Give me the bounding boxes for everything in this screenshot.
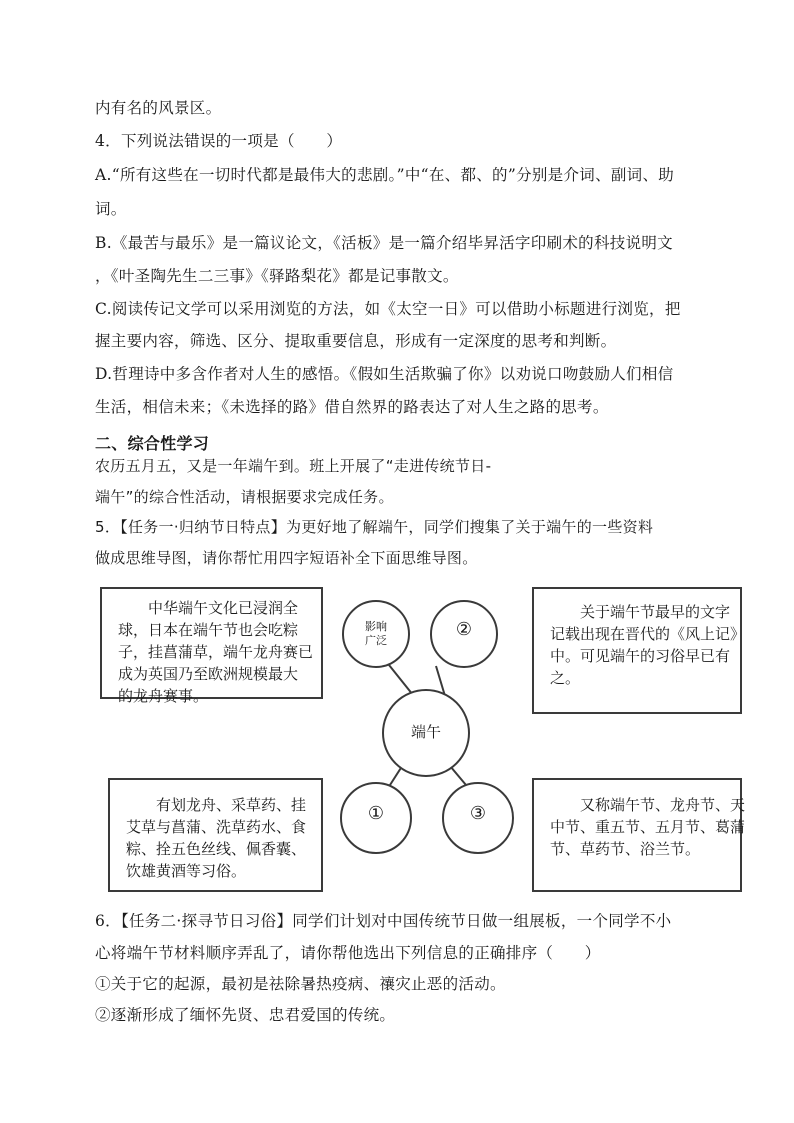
circle-influence-label: 影响 广泛	[365, 620, 387, 647]
box-influence: 中华端午文化已浸润全 球，日本在端午节也会吃粽 子，挂菖蒲草，端午龙舟赛已 成为英国乃至欧洲规模最大 的龙舟赛事。	[100, 587, 323, 699]
box-origin: 关于端午节最早的文字 记载出现在晋代的《风上记》 中。可见端午的习俗早已有 之。	[532, 587, 742, 714]
option-a-line-2: 词。	[95, 200, 127, 218]
statement-2: ②逐渐形成了缅怀先贤、忠君爱国的传统。	[95, 1006, 396, 1024]
circle-2-label: ②	[455, 619, 473, 640]
question-4-stem: 4．下列说法错误的一项是（ ）	[95, 132, 343, 150]
option-d-line-2: 生活，相信未来；《未选择的路》借自然界的路表达了对人生之路的思考。	[95, 398, 609, 416]
circle-3-label: ③	[469, 803, 487, 824]
question-5-line-1: 5．【任务一·归纳节日特点】为更好地了解端午，同学们搜集了关于端午的一些资料	[95, 518, 654, 536]
question-5-line-2: 做成思维导图，请你帮忙用四字短语补全下面思维导图。	[95, 549, 478, 567]
question-6-line-2: 心将端午节材料顺序弄乱了，请你帮他选出下列信息的正确排序（ ）	[95, 944, 601, 962]
option-c-line-2: 握主要内容，筛选、区分、提取重要信息，形成有一定深度的思考和判断。	[95, 332, 617, 350]
box-names: 又称端午节、龙舟节、天 中节、重五节、五月节、葛蒲 节、草药节、浴兰节。	[532, 778, 742, 892]
option-b-line-2: ，《叶圣陶先生二三事》《驿路梨花》都是记事散文。	[95, 267, 459, 285]
section-heading: 二、综合性学习	[95, 434, 210, 453]
option-a-line-1: A.“所有这些在一切时代都是最伟大的悲剧。”中“在、都、的”分别是介词、副词、助	[95, 166, 675, 184]
option-d-line-1: D.哲理诗中多含作者对人生的感悟。《假如生活欺骗了你》以劝说口吻鼓励人们相信	[95, 365, 674, 383]
circle-1-label: ①	[367, 803, 385, 824]
option-c-line-1: C.阅读传记文学可以采用浏览的方法，如《太空一日》可以借助小标题进行浏览，把	[95, 300, 681, 318]
text-line: 内有名的风景区。	[95, 99, 222, 117]
question-6-line-1: 6．【任务二·探寻节日习俗】同学们计划对中国传统节日做一组展板，一个同学不小	[95, 912, 672, 930]
intro-line-2: 端午”的综合性活动，请根据要求完成任务。	[95, 488, 394, 506]
box-customs: 有划龙舟、采草药、挂 艾草与菖蒲、洗草药水、食 粽、拴五色丝线、佩香囊、 饮雄黄酒等习俗。	[108, 778, 323, 892]
statement-1: ①关于它的起源，最初是祛除暑热疫病、禳灾止恶的活动。	[95, 975, 506, 993]
option-b-line-1: B.《最苦与最乐》是一篇议论文，《活板》是一篇介绍毕昇活字印刷术的科技说明文	[95, 234, 673, 252]
intro-line-1: 农历五月五，又是一年端午到。班上开展了“走进传统节日-	[95, 457, 492, 475]
mind-map-diagram	[0, 575, 794, 905]
center-label: 端午	[410, 723, 441, 741]
